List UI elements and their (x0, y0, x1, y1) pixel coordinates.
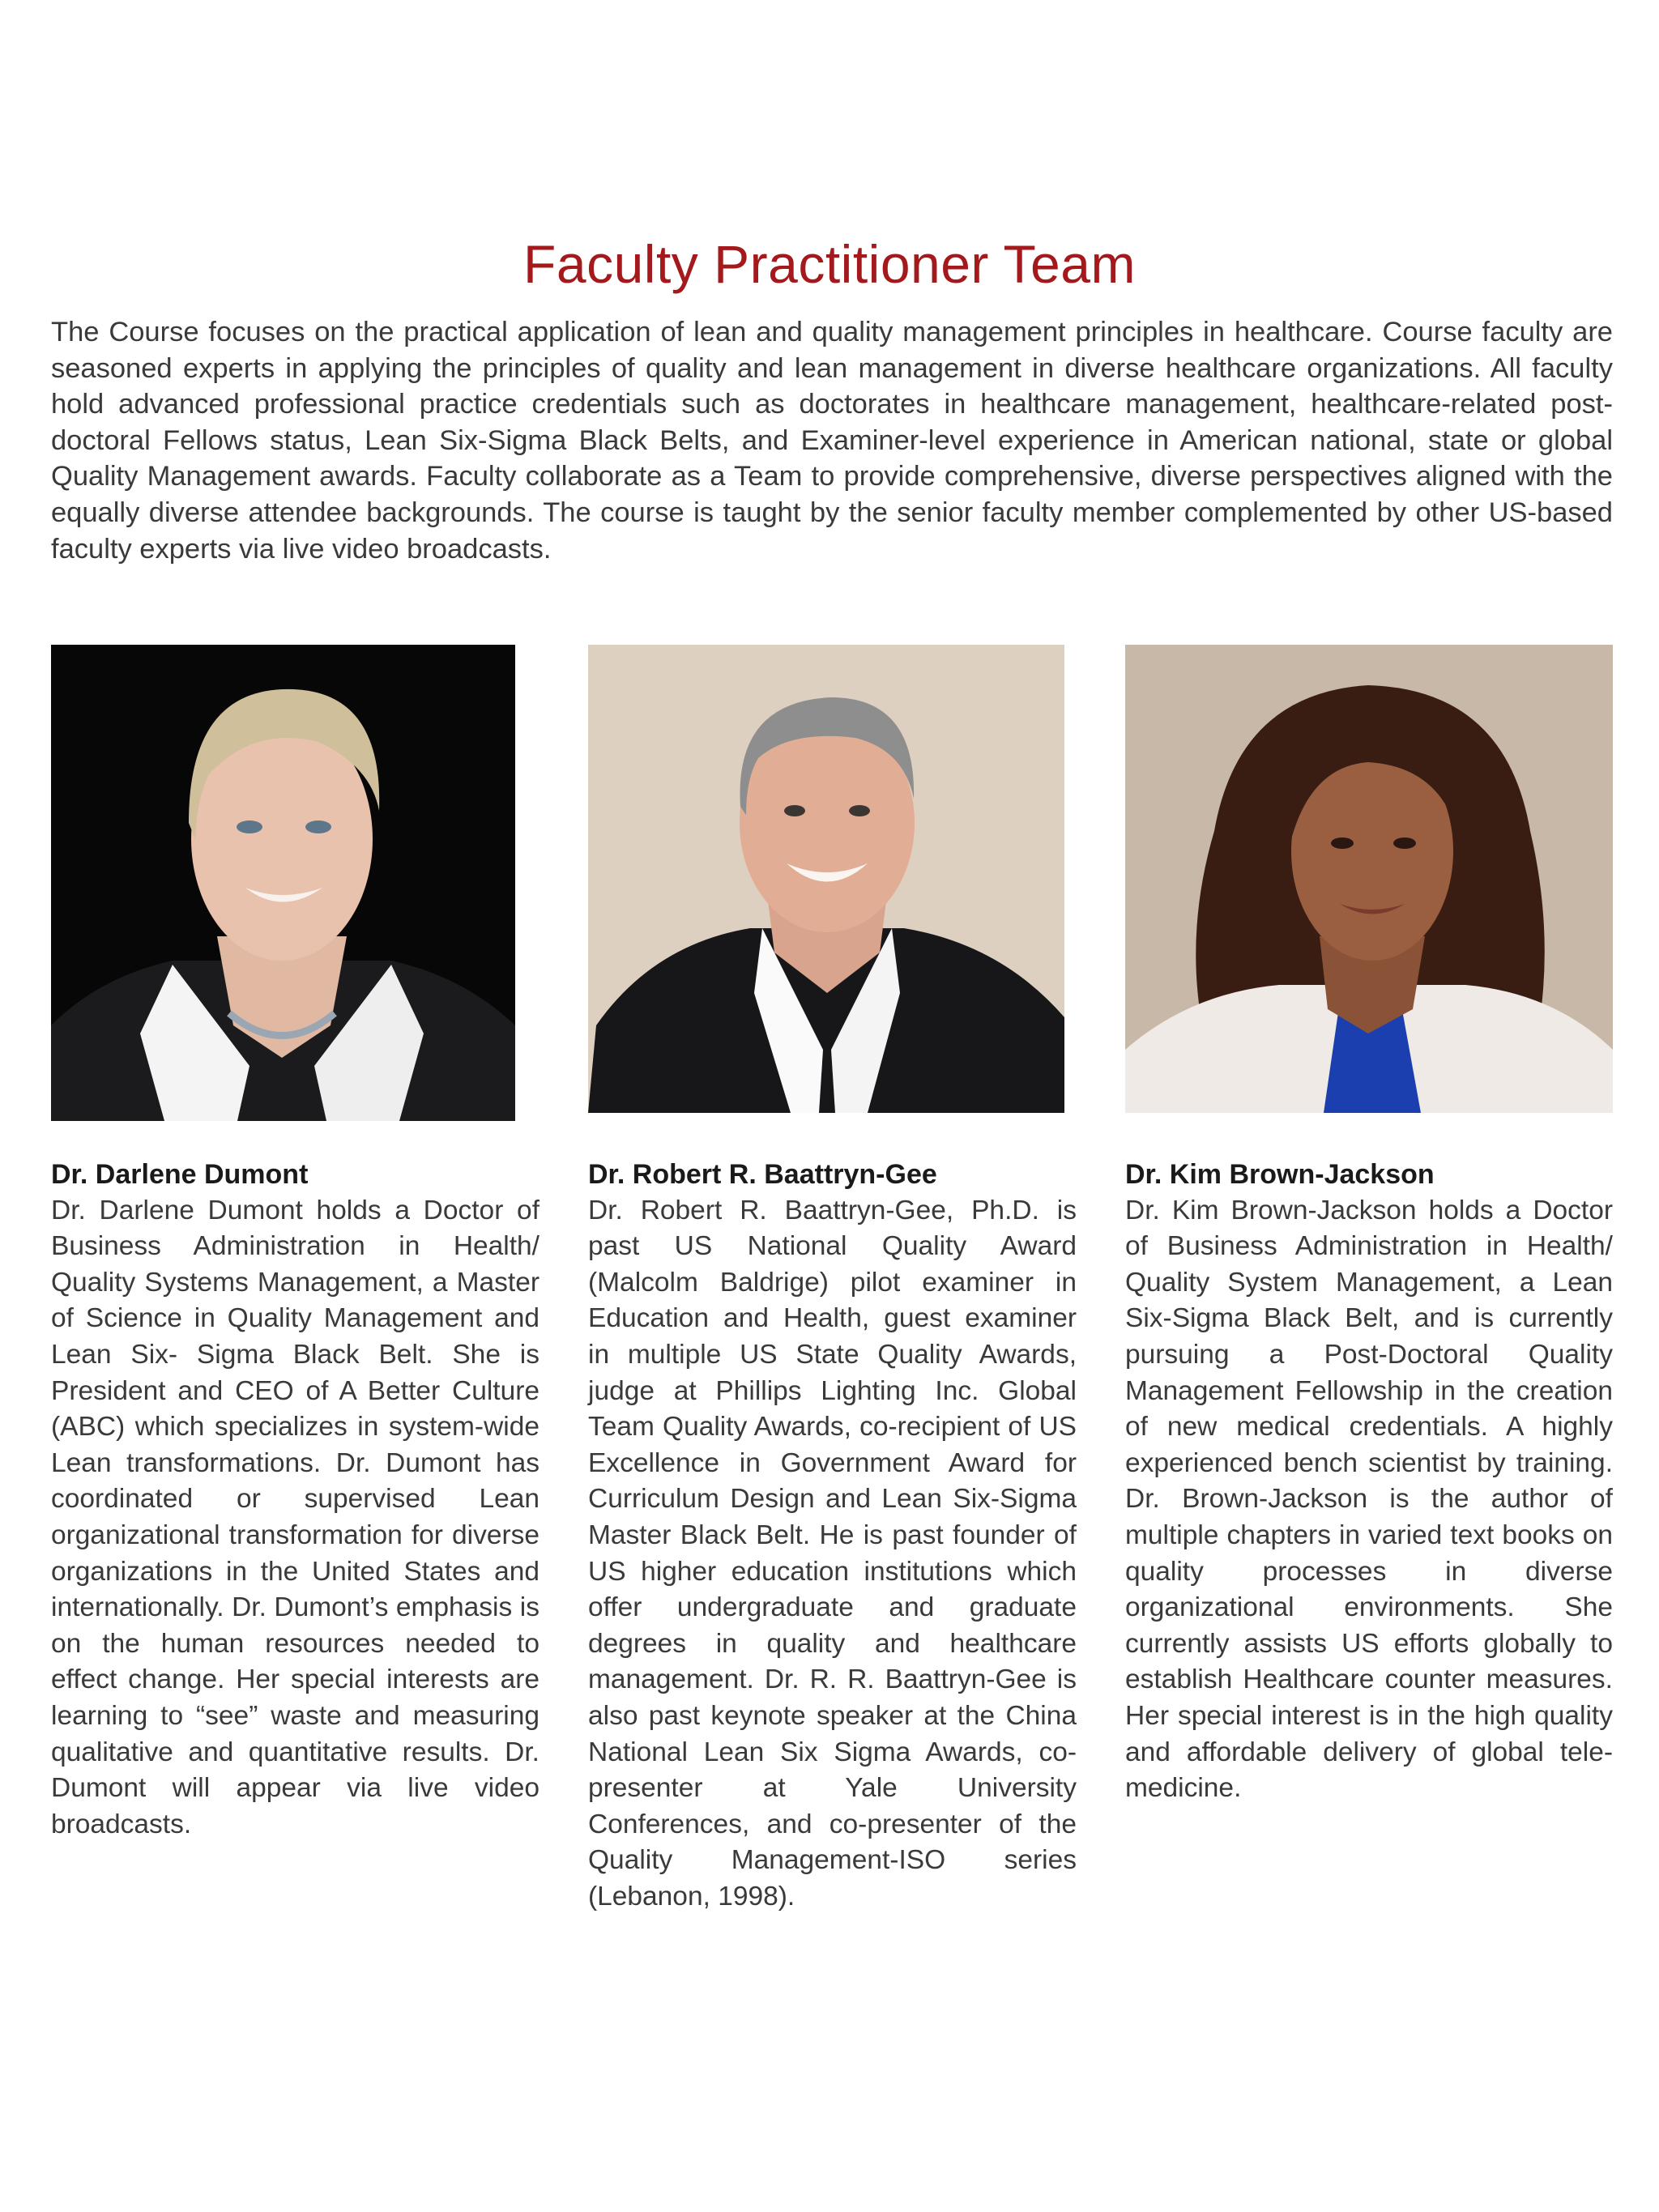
faculty-card-robert-baattryn-gee (588, 1157, 1077, 1915)
portrait-kim-brown-jackson (1125, 645, 1613, 1113)
portrait-image-2 (588, 645, 1064, 1113)
faculty-bio: Dr. Robert R. Baattryn-Gee, Ph.D. is past US National Quality Award (Malcolm Baldrige) pilot examiner in Education and Health, guest examiner in multiple US State Quality Awards, judge at Phillips Lighting Inc. Global Team Quality Awards, co-recipient of US Excellence in Government Award for Curriculum Design and Lean Six-Sigma Master Black Belt. He is past founder of US higher education institutions which offer undergraduate and graduate degrees in quality and healthcare management. Dr. R. R. Baattryn-Gee is also past keynote speaker at the China National Lean Six Sigma Awards, co-presenter at Yale University Conferences, and co-presenter of the Quality Management-ISO series (Lebanon, 1998). (588, 1195, 1077, 1912)
faculty-bio: Dr. Kim Brown-Jackson holds a Doctor of Business Administration in Health/ Quality System Management, a Lean Six-Sigma Black Belt, and is currently pursuing a Post-Doctoral Quality Management Fellowship in the creation of new medical credentials. A highly experienced bench scientist by training. Dr. Brown-Jackson is the author of multiple chapters in varied text books on quality processes in diverse organizational environments. She currently assists US efforts globally to establish Healthcare counter measures. Her special interest is in the high quality and affordable delivery of global tele-medicine. (1125, 1195, 1613, 1804)
portrait-darlene-dumont (51, 645, 515, 1121)
page-title: Faculty Practitioner Team (523, 234, 1136, 294)
intro-paragraph: The Course focuses on the practical application of lean and quality management principles in healthcare. Course faculty are seasoned experts in applying the principles of quality and lean management in diverse healthcare organizations. All faculty hold advanced professional practice credentials such as doctorates in healthcare management, healthcare-related post-doctoral Fellows status, Lean Six-Sigma Black Belts, and Examiner-level experience in American national, state or global Quality Management awards. Faculty collaborate as a Team to provide comprehensive, diverse perspectives aligned with the equally diverse attendee backgrounds. The course is taught by the senior faculty member complemented by other US-based faculty experts via live video broadcasts. (51, 317, 1613, 565)
portrait-image-1 (51, 645, 515, 1121)
portrait-robert-baattryn-gee (588, 645, 1064, 1113)
faculty-name: Dr. Robert R. Baattryn-Gee (588, 1159, 937, 1190)
faculty-name: Dr. Kim Brown-Jackson (1125, 1159, 1435, 1190)
faculty-card-darlene-dumont (51, 1157, 539, 1843)
faculty-bio: Dr. Darlene Dumont holds a Doctor of Business Administration in Health/ Quality Systems Management, a Master of Science in Quality Management and Lean Six- Sigma Black Belt. She is President and CEO of A Better Culture (ABC) which specializes in system-wide Lean transformations. Dr. Dumont has coordinated or supervised Lean organizational transformation for diverse organizations in the United States and internationally. Dr. Dumont’s emphasis is on the human resources needed to effect change. Her special interests are learning to “see” waste and measuring qualitative and quantitative results. Dr. Dumont will appear via live video broadcasts. (51, 1195, 539, 1839)
faculty-name: Dr. Darlene Dumont (51, 1159, 309, 1190)
portrait-image-3 (1125, 645, 1613, 1113)
faculty-card-kim-brown-jackson (1125, 1157, 1613, 1807)
